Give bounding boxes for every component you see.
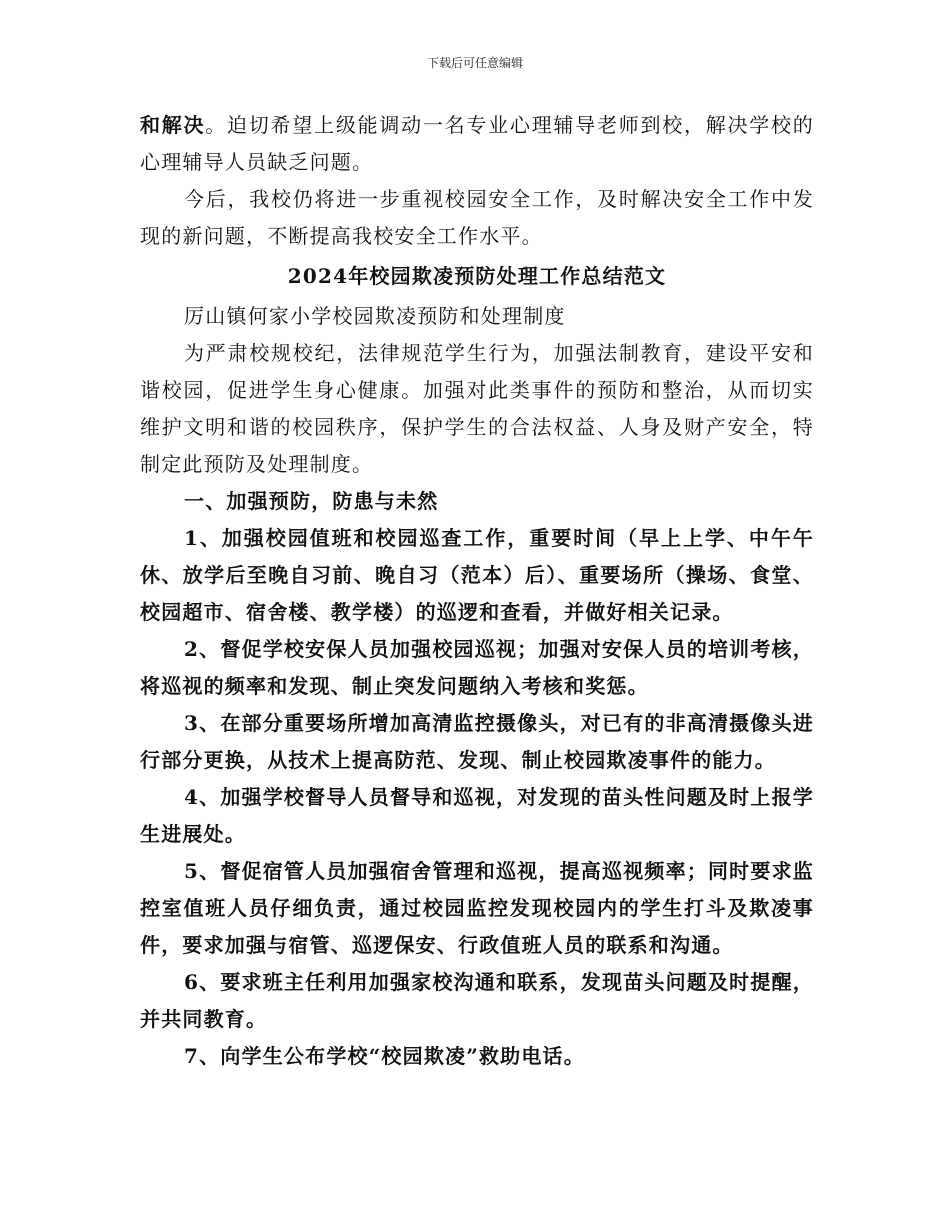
list-item: 5、督促宿管人员加强宿舍管理和巡视，提高巡视频率；同时要求监控室值班人员仔细负责，通过校园监控发现校园内的学生打斗及欺凌事件，要求加强与宿管、巡逻保安、行政值班人员的联系和沟通。 — [140, 859, 814, 957]
page-header: 下载后可任意编辑 — [426, 56, 523, 70]
document-title: 2024年校园欺凌预防处理工作总结范文 — [287, 264, 667, 288]
section-heading: 一、加强预防，防患与未然 — [184, 489, 439, 513]
paragraph-conclusion: 今后，我校仍将进一步重视校园安全工作，及时解决安全工作中发现的新问题，不断提高我校安全工作水平。 — [140, 187, 814, 248]
document-body — [140, 107, 814, 1075]
list-item: 6、要求班主任利用加强家校沟通和联系，发现苗头问题及时提醒，并共同教育。 — [140, 970, 814, 1031]
paragraph-text: 。迫切希望上级能调动一名专业心理辅导老师到校，解决学校的心理辅导人员缺乏问题。 — [140, 113, 814, 174]
list-item: 3、在部分重要场所增加高清监控摄像头，对已有的非高清摄像头进行部分更换，从技术上提高防范、发现、制止校园欺凌事件的能力。 — [140, 711, 814, 772]
document-subtitle: 厉山镇何家小学校园欺凌预防和处理制度 — [184, 304, 566, 328]
paragraph-continuation — [140, 107, 814, 181]
list-item: 7、向学生公布学校“校园欺凌”救助电话。 — [184, 1044, 585, 1068]
bold-lead-text: 和解决 — [140, 113, 206, 137]
list-item: 4、加强学校督导人员督导和巡视，对发现的苗头性问题及时上报学生进展处。 — [140, 785, 814, 846]
intro-paragraph: 为严肃校规校纪，法律规范学生行为，加强法制教育，建设平安和谐校园，促进学生身心健康。加强对此类事件的预防和整治，从而切实维护文明和谐的校园秩序，保护学生的合法权益、人身及财产安全，特制定此预防及处理制度。 — [140, 341, 814, 476]
list-item: 1、加强校园值班和校园巡查工作，重要时间（早上上学、中午午休、放学后至晚自习前、晚自习（范本）后）、重要场所（操场、食堂、校园超市、宿舍楼、教学楼）的巡逻和查看，并做好相关记录。 — [140, 526, 814, 624]
list-item: 2、督促学校安保人员加强校园巡视；加强对安保人员的培训考核，将巡视的频率和发现、制止突发问题纳入考核和奖惩。 — [140, 637, 814, 698]
